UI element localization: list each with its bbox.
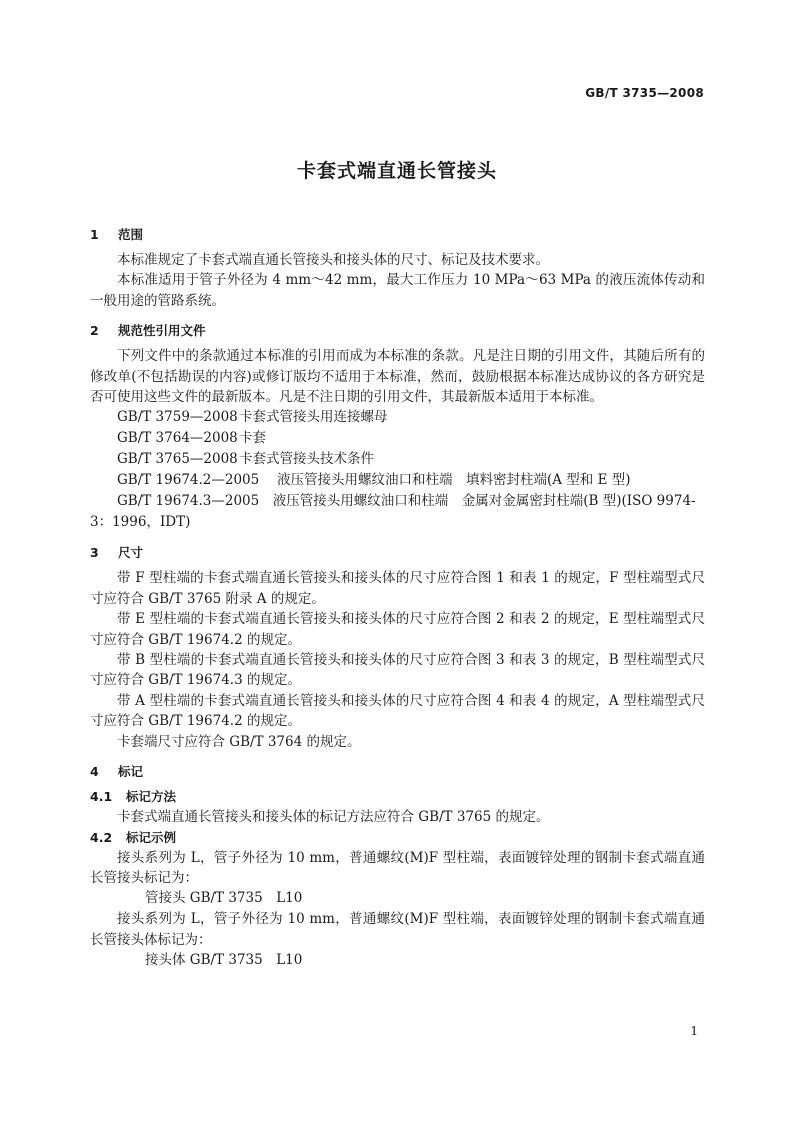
subsection-number: 4.2 <box>90 829 113 845</box>
page-number: 1 <box>690 1024 698 1038</box>
section-3-heading <box>90 542 705 564</box>
subsection-title: 标记示例 <box>126 829 177 845</box>
paragraph: 卡套式端直通长管接头和接头体的标记方法应符合 GB/T 3765 的规定。 <box>117 809 550 826</box>
subsection-title: 标记方法 <box>126 789 177 805</box>
paragraph: 本标准适用于管子外径为 4 mm～42 mm，最大工作压力 10 MPa～63 MPa 的液压流体传动和一般用途的管路系统。 <box>90 272 705 309</box>
marking-example: 接头体 GB/T 3735 L10 <box>145 952 303 969</box>
paragraph: 带 B 型柱端的卡套式端直通长管接头和接头体的尺寸应符合图 3 和表 3 的规定，B 型柱端型式尺寸应符合 GB/T 19674.3 的规定。 <box>90 652 705 689</box>
section-1-heading <box>90 224 705 246</box>
reference-item <box>90 428 705 449</box>
paragraph: 带 E 型柱端的卡套式端直通长管接头和接头体的尺寸应符合图 2 和表 2 的规定，E 型柱端型式尺寸应符合 GB/T 19674.2 的规定。 <box>90 611 705 648</box>
reference-item <box>90 449 705 470</box>
marking-example: 管接头 GB/T 3735 L10 <box>145 890 303 907</box>
section-number: 3 <box>90 545 99 561</box>
document-body <box>90 224 705 971</box>
paragraph: 接头系列为 L，管子外径为 10 mm，普通螺纹(M)F 型柱端，表面镀锌处理的钢制卡套式端直通长管接头体标记为： <box>90 911 705 948</box>
document-title: 卡套式端直通长管接头 <box>296 160 497 182</box>
reference-title: 卡套式管接头技术条件 <box>239 451 374 468</box>
reference-title: 卡套 <box>239 430 266 447</box>
section-number: 1 <box>90 227 99 242</box>
reference-item <box>90 470 705 491</box>
section-title: 尺寸 <box>118 545 144 561</box>
paragraph: 本标准规定了卡套式端直通长管接头和接头体的尺寸、标记及技术要求。 <box>117 252 549 268</box>
section-number: 2 <box>90 323 99 339</box>
section-title: 范围 <box>118 227 144 242</box>
section-title: 规范性引用文件 <box>118 323 206 339</box>
standard-code: GB/T 3735—2008 <box>585 86 704 100</box>
paragraph: 带 A 型柱端的卡套式端直通长管接头和接头体的尺寸应符合图 4 和表 4 的规定，A 型柱端型式尺寸应符合 GB/T 19674.2 的规定。 <box>90 692 705 730</box>
paragraph: 下列文件中的条款通过本标准的引用而成为本标准的条款。凡是注日期的引用文件，其随后所有的修改单(不包括勘误的内容)或修订版均不适用于本标准，然而，鼓励根据本标准达成协议的各方研究是否可使用这些文件的最新版本。凡是不注日期的引用文件，其最新版本适用于本标准。 <box>90 348 705 406</box>
subsection-4-2-heading <box>90 828 705 848</box>
reference-code: GB/T 3765—2008 <box>117 451 238 468</box>
paragraph: 卡套端尺寸应符合 GB/T 3764 的规定。 <box>117 733 361 750</box>
section-2-heading <box>90 320 705 342</box>
reference-item <box>90 407 705 428</box>
reference-item: GB/T 19674.3—2005 液压管接头用螺纹油口和柱端 金属对金属密封柱端(B 型)(ISO 9974-3：1996，IDT) <box>90 493 696 531</box>
reference-title: 液压管接头用螺纹油口和柱端 填料密封柱端(A 型和 E 型) <box>277 472 631 489</box>
section-title: 标记 <box>118 764 144 780</box>
subsection-number: 4.1 <box>90 789 113 805</box>
reference-code: GB/T 3759—2008 <box>117 409 238 426</box>
reference-code: GB/T 19674.2—2005 <box>117 472 260 489</box>
subsection-4-1-heading <box>90 787 705 807</box>
paragraph: 带 F 型柱端的卡套式端直通长管接头和接头体的尺寸应符合图 1 和表 1 的规定，F 型柱端型式尺寸应符合 GB/T 3765 附录 A 的规定。 <box>90 570 705 607</box>
section-number: 4 <box>90 764 99 780</box>
section-4-heading <box>90 761 705 783</box>
reference-code: GB/T 3764—2008 <box>117 430 238 447</box>
paragraph: 接头系列为 L，管子外径为 10 mm，普通螺纹(M)F 型柱端，表面镀锌处理的钢制卡套式端直通长管接头标记为： <box>90 849 705 886</box>
reference-title: 卡套式管接头用连接螺母 <box>239 409 388 426</box>
